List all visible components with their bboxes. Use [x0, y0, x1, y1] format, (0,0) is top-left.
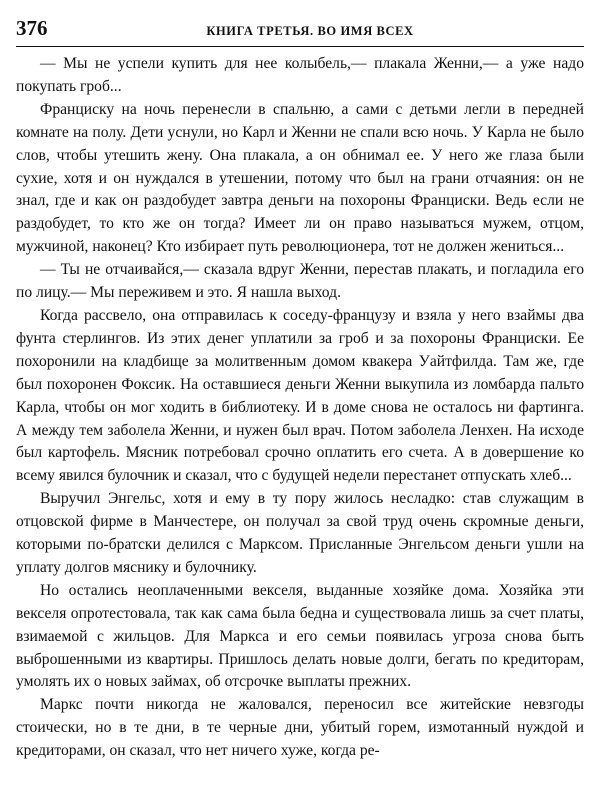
paragraph: — Ты не отчаивайся,— сказала вдруг Женни, перестав плакать, и погладила его по лицу.— Мы переживем и это. Я нашла выход. [16, 261, 584, 302]
page-header [16, 16, 584, 47]
paragraph: Маркс почти никогда не жаловался, переносил все житейские невзгоды стоически, но в те дни, в те черные дни, убитый горем, измотанный нуждой и кредиторами, он сказал, что нет ничего хуже, когда ре- [16, 696, 584, 760]
body-text [16, 53, 584, 763]
page-number: 376 [16, 16, 48, 40]
paragraph: — Мы не успели купить для нее колыбель,— плакала Женни,— а уже надо покупать гроб... [16, 55, 584, 95]
paragraph: Франциску на ночь перенесли в спальню, а сами с детьми легли в передней комнате на полу. Дети уснули, но Карл и Женни не спали всю ночь. У Карла не было слов, чтобы утешить жену. Она плакала, а он обнимал ее. У него же глаза были сухие, хотя и он нуждался в утешении, потому что был на грани отчаяния: он не знал, где и как он раздобудет завтра деньги на похороны Франциски. Ведь если не раздобудет, то кто же он тогда? Имеет ли он право называться мужем, отцом, мужчиной, наконец? Кто избирает путь революционера, тот не должен жениться... [16, 100, 584, 256]
paragraph: Выручил Энгельс, хотя и ему в ту пору жилось несладко: став служащим в отцовской фирме в Манчестере, он получал за свой труд очень скромные деньги, которыми по-братски делился с Марксом. Присланные Энгельсом деньги ушли на уплату долгов мяснику и булочнику. [16, 490, 584, 576]
paragraph: Но остались неоплаченными векселя, выданные хозяйке дома. Хозяйка эти векселя опротестовала, так как сама была бедна и существовала лишь за счет платы, взимаемой с жильцов. Для Маркса и его семьи появилась угроза снова быть выброшенными из квартиры. Пришлось делать новые долги, бегать по кредиторам, умолять их о новых займах, об отсрочке выплаты прежних. [16, 581, 584, 691]
running-title: КНИГА ТРЕТЬЯ. ВО ИМЯ ВСЕХ [206, 24, 414, 38]
book-page [16, 16, 584, 763]
paragraph: Когда рассвело, она отправилась к соседу-французу и взяла у него взаймы два фунта стерлингов. Из этих денег уплатили за гроб и за похороны Франциски. Ее похоронили на кладбище за молитвенным домом квакера Уайтфилда. Там же, где был похоронен Фоксик. На оставшиеся деньги Женни выкупила из ломбарда пальто Карла, чтобы он мог ходить в библиотеку. И в доме снова не осталось ни фартинга. А между тем заболела Женни, и нужен был врач. Потом заболела Ленхен. На исходе был картофель. Мясник потребовал срочно оплатить его счета. А в довершение ко всему явился булочник и сказал, что с будущей недели перестанет отпускать хлеб... [16, 306, 584, 485]
